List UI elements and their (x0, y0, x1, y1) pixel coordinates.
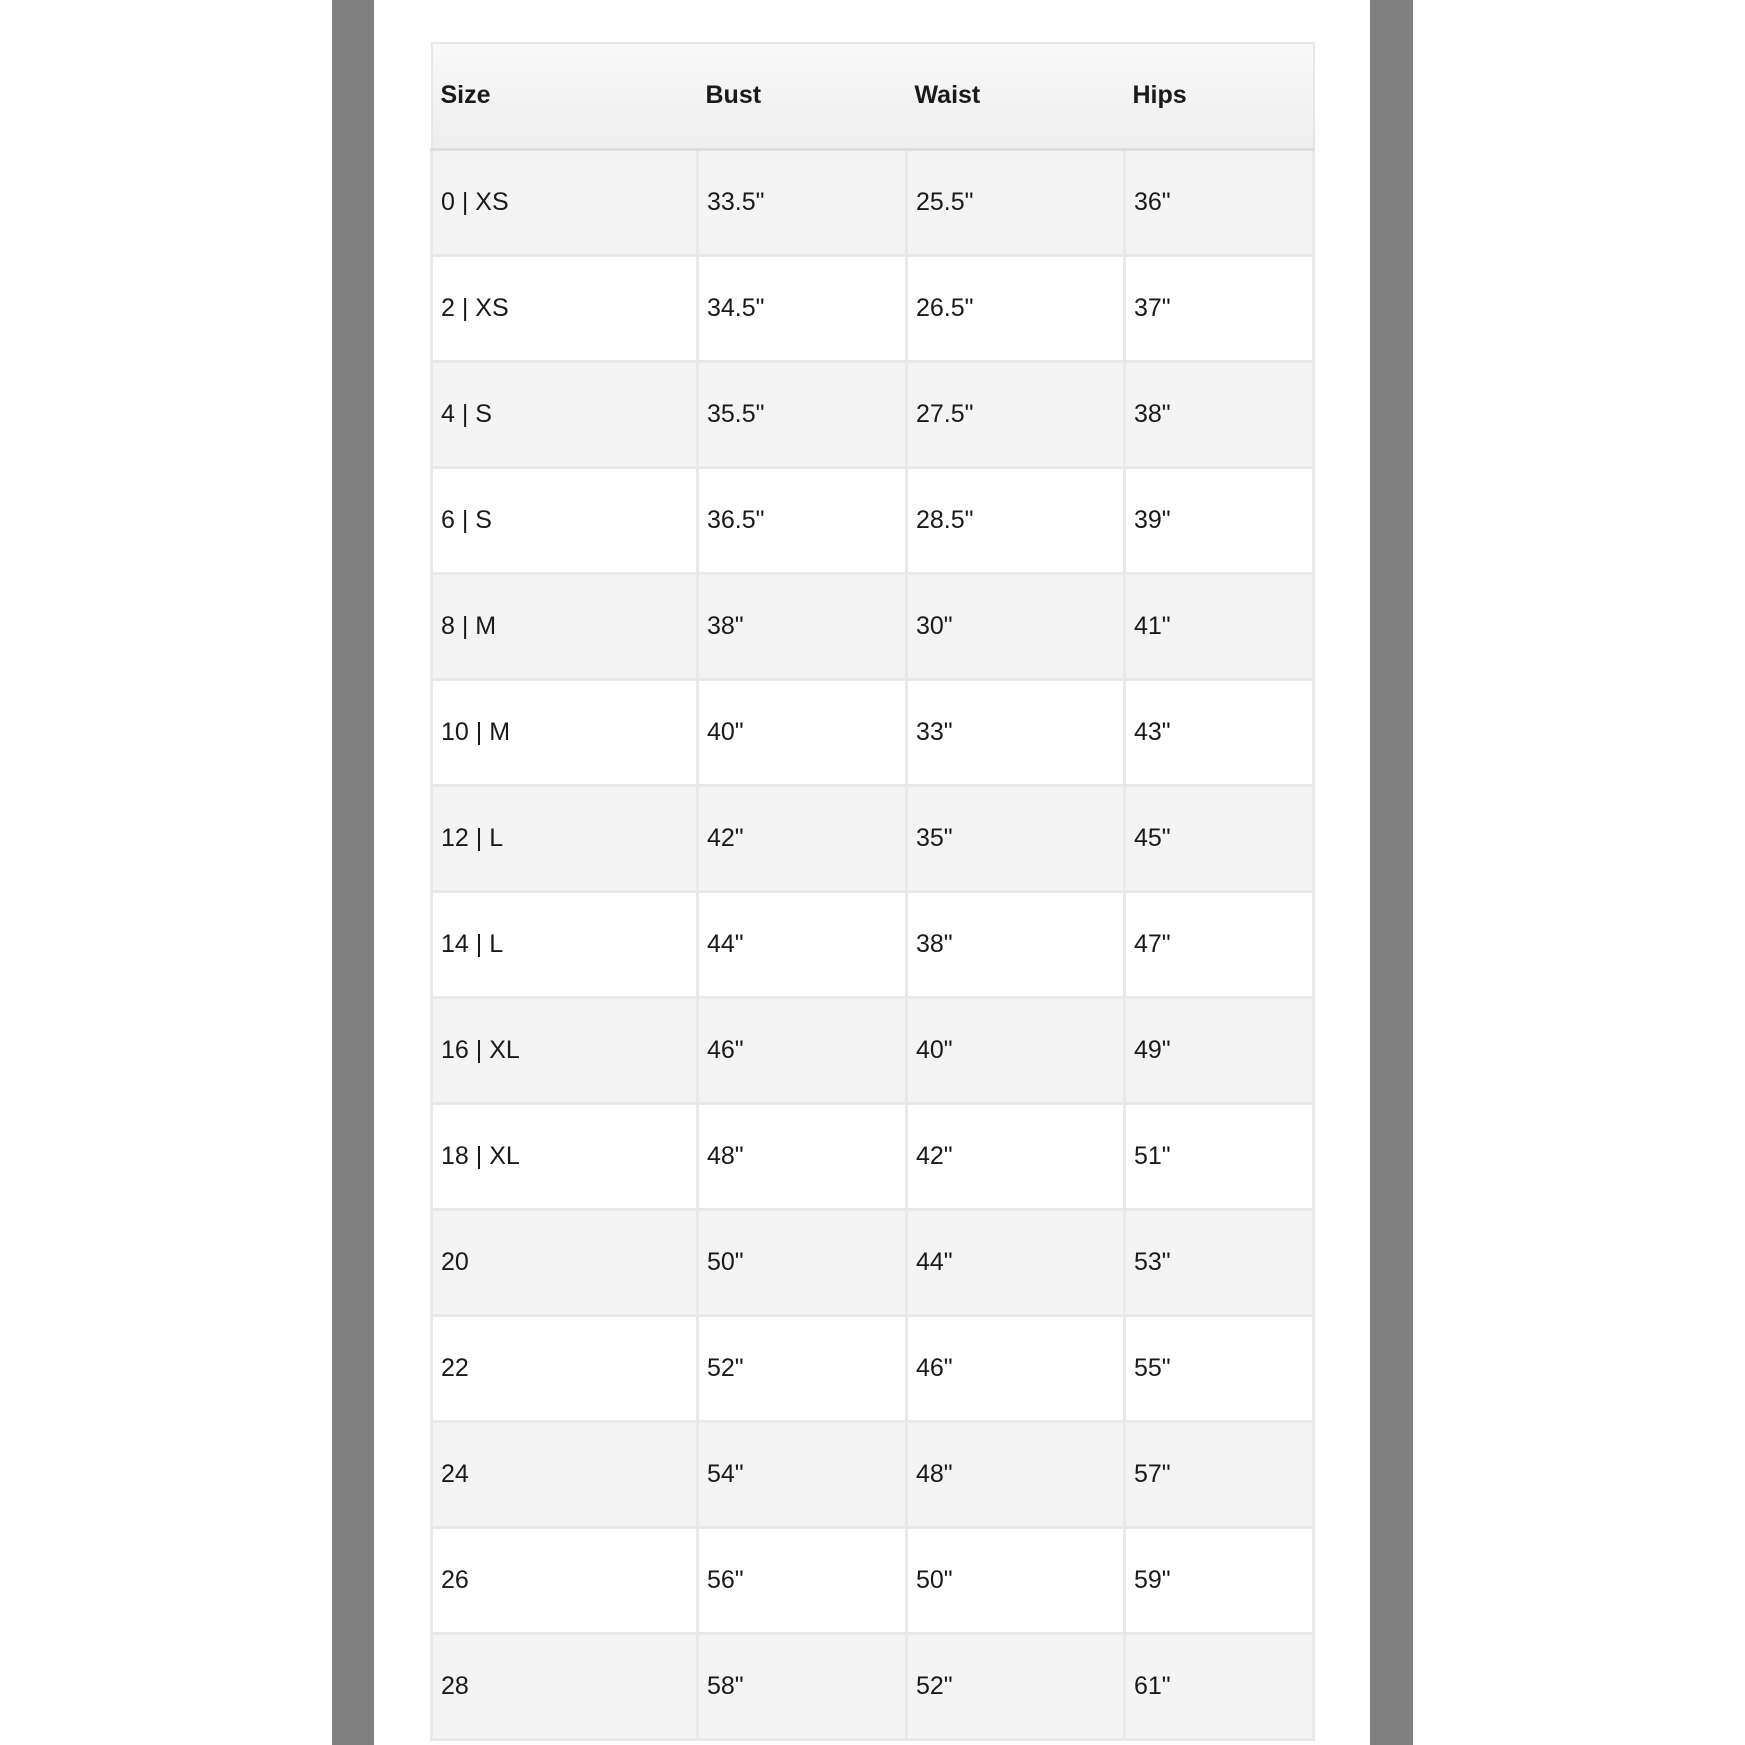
cell-waist: 46" (907, 1315, 1125, 1421)
cell-bust: 58" (698, 1633, 907, 1739)
table-row (432, 679, 1314, 785)
cell-size: 2 | XS (432, 255, 698, 361)
table-row (432, 255, 1314, 361)
table-row (432, 1209, 1314, 1315)
header-bust: Bust (698, 43, 907, 149)
cell-waist: 25.5" (907, 149, 1125, 255)
table-row (432, 1527, 1314, 1633)
size-chart (430, 42, 1312, 1741)
cell-hips: 43" (1125, 679, 1314, 785)
cell-bust: 40" (698, 679, 907, 785)
cell-size: 28 (432, 1633, 698, 1739)
cell-waist: 28.5" (907, 467, 1125, 573)
cell-waist: 52" (907, 1633, 1125, 1739)
cell-bust: 56" (698, 1527, 907, 1633)
cell-hips: 37" (1125, 255, 1314, 361)
cell-hips: 51" (1125, 1103, 1314, 1209)
cell-waist: 30" (907, 573, 1125, 679)
cell-size: 24 (432, 1421, 698, 1527)
cell-size: 6 | S (432, 467, 698, 573)
cell-bust: 54" (698, 1421, 907, 1527)
table-row (432, 361, 1314, 467)
cell-size: 18 | XL (432, 1103, 698, 1209)
cell-hips: 39" (1125, 467, 1314, 573)
cell-size: 0 | XS (432, 149, 698, 255)
cell-size: 20 (432, 1209, 698, 1315)
cell-size: 14 | L (432, 891, 698, 997)
cell-size: 22 (432, 1315, 698, 1421)
cell-bust: 33.5" (698, 149, 907, 255)
table-row (432, 1103, 1314, 1209)
cell-size: 10 | M (432, 679, 698, 785)
cell-hips: 55" (1125, 1315, 1314, 1421)
cell-hips: 36" (1125, 149, 1314, 255)
cell-bust: 52" (698, 1315, 907, 1421)
cell-size: 16 | XL (432, 997, 698, 1103)
cell-waist: 48" (907, 1421, 1125, 1527)
size-chart-table (430, 42, 1315, 1741)
table-row (432, 1633, 1314, 1739)
cell-waist: 50" (907, 1527, 1125, 1633)
cell-hips: 45" (1125, 785, 1314, 891)
cell-size: 4 | S (432, 361, 698, 467)
cell-hips: 57" (1125, 1421, 1314, 1527)
header-hips: Hips (1125, 43, 1314, 149)
cell-bust: 42" (698, 785, 907, 891)
header-size: Size (432, 43, 698, 149)
table-row (432, 785, 1314, 891)
cell-waist: 40" (907, 997, 1125, 1103)
cell-hips: 47" (1125, 891, 1314, 997)
cell-bust: 36.5" (698, 467, 907, 573)
cell-size: 26 (432, 1527, 698, 1633)
cell-size: 8 | M (432, 573, 698, 679)
cell-bust: 34.5" (698, 255, 907, 361)
table-row (432, 149, 1314, 255)
table-row (432, 891, 1314, 997)
cell-hips: 41" (1125, 573, 1314, 679)
cell-hips: 38" (1125, 361, 1314, 467)
cell-waist: 33" (907, 679, 1125, 785)
table-row (432, 467, 1314, 573)
table-row (432, 573, 1314, 679)
cell-waist: 44" (907, 1209, 1125, 1315)
table-row (432, 1315, 1314, 1421)
cell-hips: 53" (1125, 1209, 1314, 1315)
cell-hips: 49" (1125, 997, 1314, 1103)
table-header-row (432, 43, 1314, 149)
cell-bust: 46" (698, 997, 907, 1103)
cell-waist: 42" (907, 1103, 1125, 1209)
cell-waist: 27.5" (907, 361, 1125, 467)
table-row (432, 1421, 1314, 1527)
cell-waist: 35" (907, 785, 1125, 891)
table-row (432, 997, 1314, 1103)
cell-bust: 44" (698, 891, 907, 997)
cell-hips: 61" (1125, 1633, 1314, 1739)
cell-bust: 35.5" (698, 361, 907, 467)
cell-size: 12 | L (432, 785, 698, 891)
header-waist: Waist (907, 43, 1125, 149)
cell-waist: 38" (907, 891, 1125, 997)
cell-bust: 38" (698, 573, 907, 679)
cell-bust: 48" (698, 1103, 907, 1209)
cell-waist: 26.5" (907, 255, 1125, 361)
cell-hips: 59" (1125, 1527, 1314, 1633)
cell-bust: 50" (698, 1209, 907, 1315)
